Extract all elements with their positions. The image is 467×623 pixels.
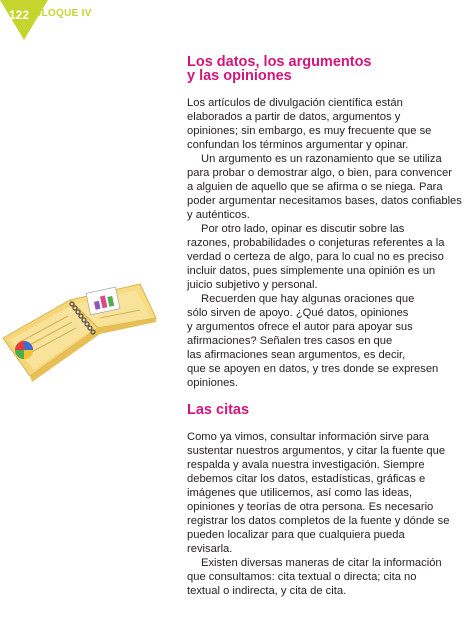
paragraph-line: afirmaciones? Señalen tres casos en que [187,335,393,347]
paragraph-line: incluir datos, pues simplemente una opinión es un [187,265,436,277]
paragraph-line: opiniones; sin embargo, es muy frecuente que se [187,125,432,137]
page-pie-picture [15,341,33,359]
paragraph-line: imágenes que utilicemos, así como las ideas, [187,487,413,499]
paragraph-line: registrar los datos completos de la fuente y dónde se [187,515,450,527]
section-title-citas: Las citas [187,402,250,418]
paragraph-line: Por otro lado, opinar es discutir sobre las [201,223,405,235]
paragraph-line: Los artículos de divulgación científica están [187,97,403,109]
paragraph-line: Un argumento es un razonamiento que se utiliza [201,153,442,165]
paragraph-line: Como ya vimos, consultar información sirve para [187,431,429,443]
block-label: BLOQUE IV [34,8,92,19]
paragraph-line: sustentar nuestros argumentos, y citar la fuente que [187,445,446,457]
paragraph-line: y auténticos. [187,209,250,221]
section-title-line1: Los datos, los argumentos [187,54,372,70]
paragraph-line: opiniones y teorías de otra persona. Es necesario [187,501,434,513]
paragraph-line: a alguien de aquello que se afirma o se niega. Para [187,181,443,193]
paragraph-line: que consultamos: cita textual o directa; cita no [187,571,417,583]
paragraph-line: para probar o demostrar algo, o bien, para convencer [187,167,452,179]
open-notebook-illustration [0,278,160,398]
paragraph-line: Recuerden que hay algunas oraciones que [201,293,415,305]
paragraph-line: razones, probabilidades o conjeturas referentes a la [187,237,445,249]
paragraph-line: confundan los términos argumentar y opinar. [187,139,409,151]
paragraph-line: poder argumentar necesitamos bases, datos confiables [187,195,462,207]
paragraph-line: Existen diversas maneras de citar la información [201,557,442,569]
notebook-pages [3,284,156,382]
paragraph-line: las afirmaciones sean argumentos, es decir, [187,349,406,361]
paragraph-line: opiniones. [187,377,239,389]
paragraph-line: revisarla. [187,543,233,555]
paragraph-line: verdad o certeza de algo, para lo cual no es preciso [187,251,444,263]
paragraph-line: debemos citar los datos, estadísticas, gráficas e [187,473,426,485]
paragraph-line: que se apoyen en datos, y tres donde se expresen [187,363,439,375]
page-number: 122 [9,8,30,22]
paragraph-line: sólo sirven de apoyo. ¿Qué datos, opiniones [187,307,409,319]
section-title-line2: y las opiniones [187,68,292,84]
paragraph-line: textual o indirecta, y cita de cita. [187,585,347,597]
paragraph-line: respalda y avala nuestra investigación. Siempre [187,459,425,471]
paragraph-line: juicio subjetivo y personal. [187,279,318,291]
paragraph-line: elaborados a partir de datos, argumentos y [187,111,401,123]
paragraph-line: y argumentos ofrece el autor para apoyar sus [187,321,413,333]
paragraph-line: pueden localizar para que cualquiera pueda [187,529,405,541]
